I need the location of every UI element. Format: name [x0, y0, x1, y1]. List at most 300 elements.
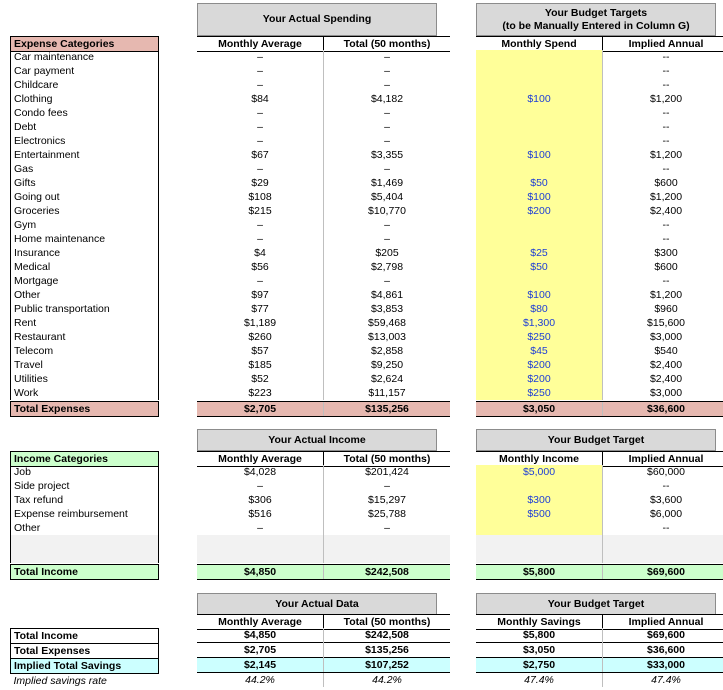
income-col-total-50-months: Total (50 months) [324, 452, 451, 467]
implied-annual-cell: $2,400 [603, 372, 723, 386]
budget-row [476, 148, 723, 162]
total-cell: $5,404 [324, 190, 451, 204]
category-row [11, 190, 159, 204]
total-cell: $1,469 [324, 176, 451, 190]
expense-category-list [10, 50, 159, 400]
budget-input-cell[interactable] [476, 535, 603, 549]
category-name: Entertainment [11, 148, 159, 162]
income-col-monthly-income: Monthly Income [476, 452, 603, 467]
savings-rate-total: 44.2% [324, 673, 451, 688]
budget-input-cell[interactable] [476, 521, 603, 535]
category-row [11, 64, 159, 78]
actual-row [197, 92, 450, 106]
actual-income-header [197, 429, 437, 451]
savings-budget: $2,750 [476, 658, 603, 673]
actual-row [197, 288, 450, 302]
category-name: Car payment [11, 64, 159, 78]
budget-input-cell[interactable] [476, 134, 603, 148]
category-row [11, 507, 159, 521]
category-row [11, 344, 159, 358]
monthly-average-cell: – [257, 162, 263, 175]
budget-row [476, 386, 723, 400]
total-cell: – [324, 64, 451, 78]
budget-input-cell[interactable]: $100 [476, 190, 603, 204]
budget-row [476, 507, 723, 521]
budget-input-cell[interactable] [476, 232, 603, 246]
actual-row [197, 134, 450, 148]
category-name: Medical [11, 260, 159, 274]
budget-row [476, 78, 723, 92]
actual-row [197, 246, 450, 260]
summary-expenses-budget: $3,050 [522, 643, 556, 656]
savings-annual: $33,000 [603, 658, 723, 673]
summary-labels [10, 628, 159, 688]
implied-annual-cell: $2,400 [603, 204, 723, 218]
budget-row [476, 176, 723, 190]
category-name: Home maintenance [11, 232, 159, 246]
category-row [11, 358, 159, 372]
budget-input-cell[interactable]: $45 [476, 344, 603, 358]
blank-cell [324, 549, 451, 563]
budget-row [476, 521, 723, 535]
category-name: Debt [11, 120, 159, 134]
category-name: Insurance [11, 246, 159, 260]
category-row [11, 316, 159, 330]
implied-annual-cell: $60,000 [603, 465, 723, 479]
total-cell: – [324, 232, 451, 246]
actual-row [197, 344, 450, 358]
summary-income-annual: $69,600 [603, 628, 723, 643]
total-expenses-label: Total Expenses [11, 402, 159, 417]
actual-row [197, 386, 450, 400]
actual-row [197, 176, 450, 190]
budget-row [476, 372, 723, 386]
total-income-actual-row [197, 564, 450, 580]
category-name: Childcare [11, 78, 159, 92]
implied-annual-cell: -- [603, 120, 723, 134]
actual-row [197, 232, 450, 246]
total-cell: $25,788 [324, 507, 451, 521]
category-name: Gas [11, 162, 159, 176]
category-row [11, 120, 159, 134]
budget-row [476, 64, 723, 78]
total-expenses-annual: $36,600 [603, 402, 723, 417]
budget-input-cell[interactable] [476, 78, 603, 92]
monthly-average-cell: – [257, 232, 263, 245]
category-name: Gym [11, 218, 159, 232]
budget-input-cell[interactable] [476, 479, 603, 493]
total-cell: – [324, 78, 451, 92]
total-cell: $2,798 [324, 260, 451, 274]
actual-row [197, 521, 450, 535]
blank-cell [11, 549, 159, 563]
actual-row [197, 64, 450, 78]
implied-annual-cell: -- [603, 50, 723, 64]
monthly-average-cell: $1,189 [243, 316, 277, 329]
summary-budget-table [476, 628, 723, 687]
income-col-monthly-average: Monthly Average [197, 452, 324, 467]
category-row [11, 386, 159, 400]
total-cell: $3,355 [324, 148, 451, 162]
blank-cell [603, 549, 723, 563]
budget-input-cell[interactable]: $1,300 [476, 316, 603, 330]
implied-annual-cell: $3,600 [603, 493, 723, 507]
monthly-average-cell: – [257, 479, 263, 492]
budget-spending-table [476, 50, 723, 400]
monthly-average-cell: $223 [248, 386, 272, 399]
actual-data-header [197, 593, 437, 615]
budget-row [476, 162, 723, 176]
budget-row [476, 106, 723, 120]
category-name: Rent [11, 316, 159, 330]
monthly-average-cell: $306 [248, 493, 272, 506]
actual-row [197, 120, 450, 134]
total-cell: $11,157 [324, 386, 451, 400]
implied-annual-cell: $1,200 [603, 148, 723, 162]
budget-targets-header [476, 3, 716, 36]
category-name: Electronics [11, 134, 159, 148]
budget-input-cell[interactable] [476, 50, 603, 64]
total-cell: $201,424 [324, 465, 451, 479]
budget-input-cell[interactable]: $100 [476, 288, 603, 302]
summary-income-budget: $5,800 [522, 628, 556, 641]
monthly-average-cell: $56 [251, 260, 269, 273]
actual-row [197, 358, 450, 372]
budget-input-cell[interactable]: $100 [476, 148, 603, 162]
implied-annual-cell: -- [603, 232, 723, 246]
budget-income-table [476, 465, 723, 563]
category-name: Job [11, 465, 159, 479]
budget-row [476, 302, 723, 316]
actual-row [197, 302, 450, 316]
category-name: Car maintenance [11, 50, 159, 64]
actual-row [197, 316, 450, 330]
budget-input-cell[interactable] [476, 120, 603, 134]
monthly-average-cell: $84 [251, 92, 269, 105]
total-income-budget: $5,800 [476, 565, 603, 580]
total-income-annual: $69,600 [603, 565, 723, 580]
budget-input-cell[interactable]: $200 [476, 358, 603, 372]
budget-row [476, 50, 723, 64]
col-total-50-months: Total (50 months) [324, 37, 451, 52]
budget-row [476, 92, 723, 106]
monthly-average-cell: – [257, 521, 263, 534]
implied-annual-cell: $1,200 [603, 92, 723, 106]
monthly-average-cell: – [257, 134, 263, 147]
summary-col-monthly-average: Monthly Average [197, 615, 324, 630]
implied-annual-cell: $6,000 [603, 507, 723, 521]
total-cell: – [324, 134, 451, 148]
monthly-average-cell: $52 [251, 372, 269, 385]
actual-row [197, 465, 450, 479]
budget-input-cell[interactable] [476, 106, 603, 120]
implied-savings-rate-label: Implied savings rate [13, 674, 107, 687]
category-row [11, 148, 159, 162]
actual-row [197, 78, 450, 92]
summary-income-total: $242,508 [324, 628, 451, 643]
savings-rate-budget: 47.4% [524, 673, 554, 686]
implied-annual-cell: $600 [603, 260, 723, 274]
monthly-average-cell: $185 [248, 358, 272, 371]
total-cell: – [324, 479, 451, 493]
summary-budget-title: Your Budget Target [477, 594, 716, 615]
budget-input-cell[interactable]: $100 [476, 92, 603, 106]
budget-row [476, 330, 723, 344]
summary-col-monthly-savings: Monthly Savings [476, 615, 603, 630]
category-name: Work [11, 386, 159, 400]
total-expenses-total: $135,256 [324, 402, 451, 417]
budget-input-cell[interactable]: $5,000 [476, 465, 603, 479]
budget-targets-title: Your Budget Targets [544, 6, 648, 19]
blank-row [476, 535, 723, 549]
actual-row [197, 507, 450, 521]
total-cell: $205 [324, 246, 451, 260]
category-row [11, 465, 159, 479]
budget-row [476, 344, 723, 358]
total-cell: $2,858 [324, 344, 451, 358]
category-name: Telecom [11, 344, 159, 358]
budget-input-cell[interactable] [476, 218, 603, 232]
implied-annual-cell: $540 [603, 344, 723, 358]
budget-row [476, 120, 723, 134]
income-budget-header [476, 429, 716, 451]
total-expenses-avg: $2,705 [197, 402, 324, 417]
category-row [11, 274, 159, 288]
category-row [11, 176, 159, 190]
budget-row [476, 316, 723, 330]
category-row [11, 92, 159, 106]
budget-input-cell[interactable]: $250 [476, 330, 603, 344]
summary-expenses-total: $135,256 [324, 643, 451, 658]
implied-annual-cell: $15,600 [603, 316, 723, 330]
actual-row [197, 274, 450, 288]
category-row [11, 162, 159, 176]
budget-input-cell[interactable]: $80 [476, 302, 603, 316]
budget-row [476, 190, 723, 204]
category-row [11, 479, 159, 493]
category-name: Other [11, 288, 159, 302]
total-expenses-budget: $3,050 [476, 402, 603, 417]
monthly-average-cell: – [257, 78, 263, 91]
implied-annual-cell: $2,400 [603, 358, 723, 372]
total-cell: $9,250 [324, 358, 451, 372]
budget-input-cell[interactable] [476, 549, 603, 563]
total-cell: – [324, 274, 451, 288]
category-name: Tax refund [11, 493, 159, 507]
category-name: Gifts [11, 176, 159, 190]
actual-spending-header [197, 3, 437, 36]
implied-annual-cell: $600 [603, 176, 723, 190]
category-row [11, 246, 159, 260]
budget-input-cell[interactable]: $300 [476, 493, 603, 507]
category-name: Restaurant [11, 330, 159, 344]
category-row [11, 260, 159, 274]
implied-total-savings-label: Implied Total Savings [11, 659, 159, 674]
budget-input-cell[interactable] [476, 64, 603, 78]
total-expenses-label-row [10, 401, 159, 417]
category-name: Travel [11, 358, 159, 372]
actual-income-table [197, 465, 450, 563]
monthly-average-cell: $215 [248, 204, 272, 217]
budget-row [476, 260, 723, 274]
col-monthly-spend: Monthly Spend [476, 37, 603, 52]
total-cell: $2,624 [324, 372, 451, 386]
budget-input-cell[interactable] [476, 162, 603, 176]
category-row [11, 50, 159, 64]
actual-row [197, 162, 450, 176]
blank-cell [197, 535, 324, 549]
monthly-average-cell: $67 [251, 148, 269, 161]
budget-input-cell[interactable] [476, 274, 603, 288]
total-cell: $3,853 [324, 302, 451, 316]
implied-annual-cell: -- [603, 78, 723, 92]
savings-rate-annual: 47.4% [603, 673, 723, 688]
savings-avg: $2,145 [197, 658, 324, 673]
summary-expenses-avg: $2,705 [243, 643, 277, 656]
total-cell: $13,003 [324, 330, 451, 344]
budget-input-cell[interactable]: $50 [476, 260, 603, 274]
total-income-total: $242,508 [324, 565, 451, 580]
blank-row [11, 535, 159, 549]
summary-expenses-annual: $36,600 [603, 643, 723, 658]
category-name: Expense reimbursement [11, 507, 159, 521]
blank-row [11, 549, 159, 563]
total-income-label-row [10, 564, 159, 580]
blank-cell [197, 549, 324, 563]
total-cell: $15,297 [324, 493, 451, 507]
budget-input-cell[interactable]: $500 [476, 507, 603, 521]
budget-row [476, 288, 723, 302]
total-income-label: Total Income [11, 565, 159, 580]
total-cell: – [324, 218, 451, 232]
implied-annual-cell: -- [603, 521, 723, 535]
implied-annual-cell: $300 [603, 246, 723, 260]
category-row [11, 372, 159, 386]
category-row [11, 204, 159, 218]
category-row [11, 288, 159, 302]
blank-row [476, 549, 723, 563]
blank-cell [324, 535, 451, 549]
col-implied-annual: Implied Annual [603, 37, 723, 52]
actual-spending-table [197, 50, 450, 400]
monthly-average-cell: – [257, 274, 263, 287]
actual-row [197, 372, 450, 386]
actual-row [197, 260, 450, 274]
budget-input-cell[interactable]: $25 [476, 246, 603, 260]
budget-input-cell[interactable]: $200 [476, 372, 603, 386]
implied-annual-cell: $1,200 [603, 288, 723, 302]
budget-row [476, 465, 723, 479]
actual-row [197, 330, 450, 344]
actual-spending-title: Your Actual Spending [198, 4, 437, 36]
budget-row [476, 134, 723, 148]
actual-data-title: Your Actual Data [198, 594, 437, 615]
total-expenses-budget-row [476, 401, 723, 417]
category-row [11, 521, 159, 535]
total-cell: – [324, 106, 451, 120]
category-name: Groceries [11, 204, 159, 218]
monthly-average-cell: $260 [248, 330, 272, 343]
summary-total-income-label: Total Income [11, 629, 159, 644]
budget-row [476, 358, 723, 372]
budget-row [476, 246, 723, 260]
actual-row [197, 204, 450, 218]
budget-row [476, 218, 723, 232]
category-row [11, 493, 159, 507]
monthly-average-cell: $4 [254, 246, 266, 259]
actual-row [197, 479, 450, 493]
implied-annual-cell: $960 [603, 302, 723, 316]
category-row [11, 78, 159, 92]
summary-income-avg: $4,850 [243, 628, 277, 641]
budget-input-cell[interactable]: $50 [476, 176, 603, 190]
actual-row [197, 148, 450, 162]
budget-row [476, 232, 723, 246]
monthly-average-cell: $57 [251, 344, 269, 357]
summary-actual-table [197, 628, 450, 687]
blank-row [197, 535, 450, 549]
summary-col-total-50-months: Total (50 months) [324, 615, 451, 630]
implied-annual-cell: -- [603, 479, 723, 493]
category-name: Utilities [11, 372, 159, 386]
actual-row [197, 190, 450, 204]
blank-cell [603, 535, 723, 549]
total-income-avg: $4,850 [197, 565, 324, 580]
budget-input-cell[interactable]: $200 [476, 204, 603, 218]
implied-annual-cell: $3,000 [603, 386, 723, 400]
implied-annual-cell: -- [603, 106, 723, 120]
monthly-average-cell: – [257, 120, 263, 133]
total-cell: $59,468 [324, 316, 451, 330]
total-cell: – [324, 162, 451, 176]
monthly-average-cell: $516 [248, 507, 272, 520]
category-name: Public transportation [11, 302, 159, 316]
actual-row [197, 106, 450, 120]
total-income-budget-row [476, 564, 723, 580]
actual-row [197, 50, 450, 64]
budget-row [476, 274, 723, 288]
income-budget-title: Your Budget Target [477, 430, 716, 451]
total-cell: $4,182 [324, 92, 451, 106]
category-row [11, 302, 159, 316]
total-cell: – [324, 120, 451, 134]
monthly-average-cell: $77 [251, 302, 269, 315]
actual-row [197, 218, 450, 232]
monthly-average-cell: – [257, 106, 263, 119]
total-cell: $10,770 [324, 204, 451, 218]
blank-cell [11, 535, 159, 549]
implied-annual-cell: $3,000 [603, 330, 723, 344]
implied-annual-cell: $1,200 [603, 190, 723, 204]
category-name: Mortgage [11, 274, 159, 288]
monthly-average-cell: – [257, 50, 263, 63]
savings-rate-avg: 44.2% [245, 673, 275, 686]
income-category-list [10, 465, 159, 563]
income-categories-label: Income Categories [11, 452, 159, 467]
actual-row [197, 493, 450, 507]
summary-col-implied-annual: Implied Annual [603, 615, 723, 630]
category-row [11, 134, 159, 148]
summary-budget-header [476, 593, 716, 615]
budget-row [476, 479, 723, 493]
implied-annual-cell: -- [603, 64, 723, 78]
budget-input-cell[interactable]: $250 [476, 386, 603, 400]
col-monthly-average: Monthly Average [197, 37, 324, 52]
savings-total: $107,252 [324, 658, 451, 673]
total-cell: $4,861 [324, 288, 451, 302]
summary-total-expenses-label: Total Expenses [11, 644, 159, 659]
budget-targets-subtitle: (to be Manually Entered in Column G) [502, 19, 690, 32]
